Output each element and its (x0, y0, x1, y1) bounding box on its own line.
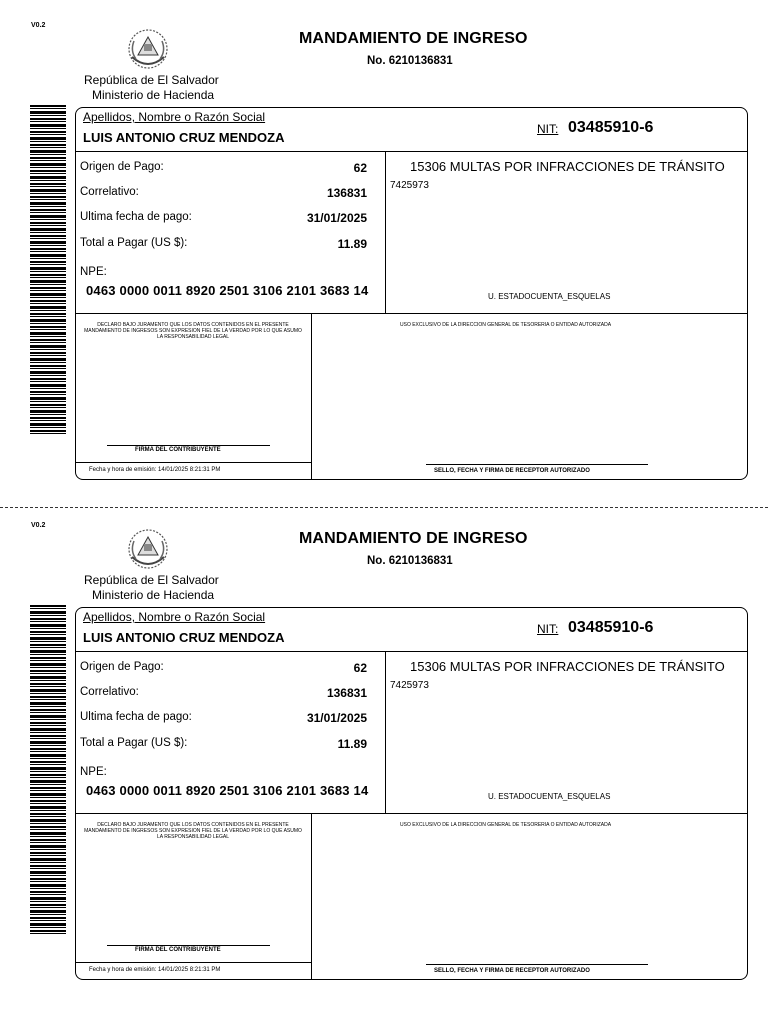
declaration-text: DECLARO BAJO JURAMENTO QUE LOS DATOS CONTENIDOS EN EL PRESENTE MANDAMIENTO DE INGRESOS SON EXPRESION FIEL DE LA VERDAD POR LO QUE ASUMO LA RESPONSABILIDAD LEGAL (84, 822, 302, 840)
signature-divider (311, 814, 312, 980)
payment-concept: 15306 MULTAS POR INFRACCIONES DE TRÁNSITO (410, 659, 725, 674)
nit-value: 03485910-6 (568, 619, 654, 636)
due-date-label: Ultima fecha de pago: (80, 211, 192, 223)
total-label: Total a Pagar (US $): (80, 237, 188, 249)
due-date-label: Ultima fecha de pago: (80, 711, 192, 723)
npe-label: NPE: (80, 766, 107, 778)
nit-label: NIT: (537, 122, 559, 136)
document-number: No. 6210136831 (367, 55, 453, 67)
correlative-value: 136831 (326, 686, 367, 700)
origin-value: 62 (353, 661, 367, 675)
receiver-signature-label: SELLO, FECHA Y FIRMA DE RECEPTOR AUTORIZADO (434, 468, 590, 474)
total-value: 11.89 (337, 237, 367, 251)
emission-divider (75, 962, 311, 963)
unit-code: U. ESTADOCUENTA_ESQUELAS (488, 292, 611, 301)
npe-value: 0463 0000 0011 8920 2501 3106 2101 3683 14 (86, 783, 369, 798)
taxpayer-name: LUIS ANTONIO CRUZ MENDOZA (83, 630, 285, 645)
total-value: 11.89 (337, 737, 367, 751)
ministry-text: Ministerio de Hacienda (92, 588, 215, 602)
barcode (30, 105, 66, 435)
voucher-copy (0, 500, 768, 1000)
reference-number: 7425973 (390, 180, 429, 191)
republic-text: República de El Salvador (84, 73, 219, 87)
nit-label: NIT: (537, 622, 559, 636)
origin-label: Origen de Pago: (80, 661, 164, 673)
document-title: MANDAMIENTO DE INGRESO (299, 530, 528, 547)
emission-datetime: Fecha y hora de emisión: 14/01/2025 8:21:31 PM (89, 467, 221, 473)
exclusive-use-text: USO EXCLUSIVO DE LA DIRECCION GENERAL DE TESORERIA O ENTIDAD AUTORIZADA (400, 822, 612, 828)
receiver-signature-line (426, 464, 648, 465)
version-label: V0.2 (31, 522, 46, 529)
payment-concept: 15306 MULTAS POR INFRACCIONES DE TRÁNSITO (410, 159, 725, 174)
ministry-text: Ministerio de Hacienda (92, 88, 215, 102)
unit-code: U. ESTADOCUENTA_ESQUELAS (488, 792, 611, 801)
coat-of-arms-icon (124, 527, 172, 573)
correlative-label: Correlativo: (80, 686, 139, 698)
receiver-signature-line (426, 964, 648, 965)
name-label: Apellidos, Nombre o Razón Social (83, 110, 266, 124)
name-label: Apellidos, Nombre o Razón Social (83, 610, 266, 624)
document-number: No. 6210136831 (367, 555, 453, 567)
declaration-text: DECLARO BAJO JURAMENTO QUE LOS DATOS CONTENIDOS EN EL PRESENTE MANDAMIENTO DE INGRESOS SON EXPRESION FIEL DE LA VERDAD POR LO QUE ASUMO LA RESPONSABILIDAD LEGAL (84, 322, 302, 340)
taxpayer-signature-line (107, 945, 270, 946)
npe-value: 0463 0000 0011 8920 2501 3106 2101 3683 14 (86, 283, 369, 298)
origin-label: Origen de Pago: (80, 161, 164, 173)
document-title: MANDAMIENTO DE INGRESO (299, 30, 528, 47)
total-label: Total a Pagar (US $): (80, 737, 188, 749)
taxpayer-name: LUIS ANTONIO CRUZ MENDOZA (83, 130, 285, 145)
cut-line (0, 507, 768, 508)
taxpayer-signature-label: FIRMA DEL CONTRIBUYENTE (135, 947, 221, 953)
reference-number: 7425973 (390, 680, 429, 691)
column-divider (385, 652, 386, 814)
version-label: V0.2 (31, 22, 46, 29)
emission-divider (75, 462, 311, 463)
nit-value: 03485910-6 (568, 119, 654, 136)
barcode (30, 605, 66, 935)
due-date-value: 31/01/2025 (306, 711, 367, 725)
coat-of-arms-icon (124, 27, 172, 73)
taxpayer-signature-line (107, 445, 270, 446)
republic-text: República de El Salvador (84, 573, 219, 587)
origin-value: 62 (353, 161, 367, 175)
emission-datetime: Fecha y hora de emisión: 14/01/2025 8:21:31 PM (89, 967, 221, 973)
correlative-label: Correlativo: (80, 186, 139, 198)
signature-divider (311, 314, 312, 480)
voucher-copy (0, 0, 768, 500)
column-divider (385, 152, 386, 314)
taxpayer-signature-label: FIRMA DEL CONTRIBUYENTE (135, 447, 221, 453)
exclusive-use-text: USO EXCLUSIVO DE LA DIRECCION GENERAL DE TESORERIA O ENTIDAD AUTORIZADA (400, 322, 612, 328)
correlative-value: 136831 (326, 186, 367, 200)
due-date-value: 31/01/2025 (306, 211, 367, 225)
npe-label: NPE: (80, 266, 107, 278)
receiver-signature-label: SELLO, FECHA Y FIRMA DE RECEPTOR AUTORIZADO (434, 968, 590, 974)
